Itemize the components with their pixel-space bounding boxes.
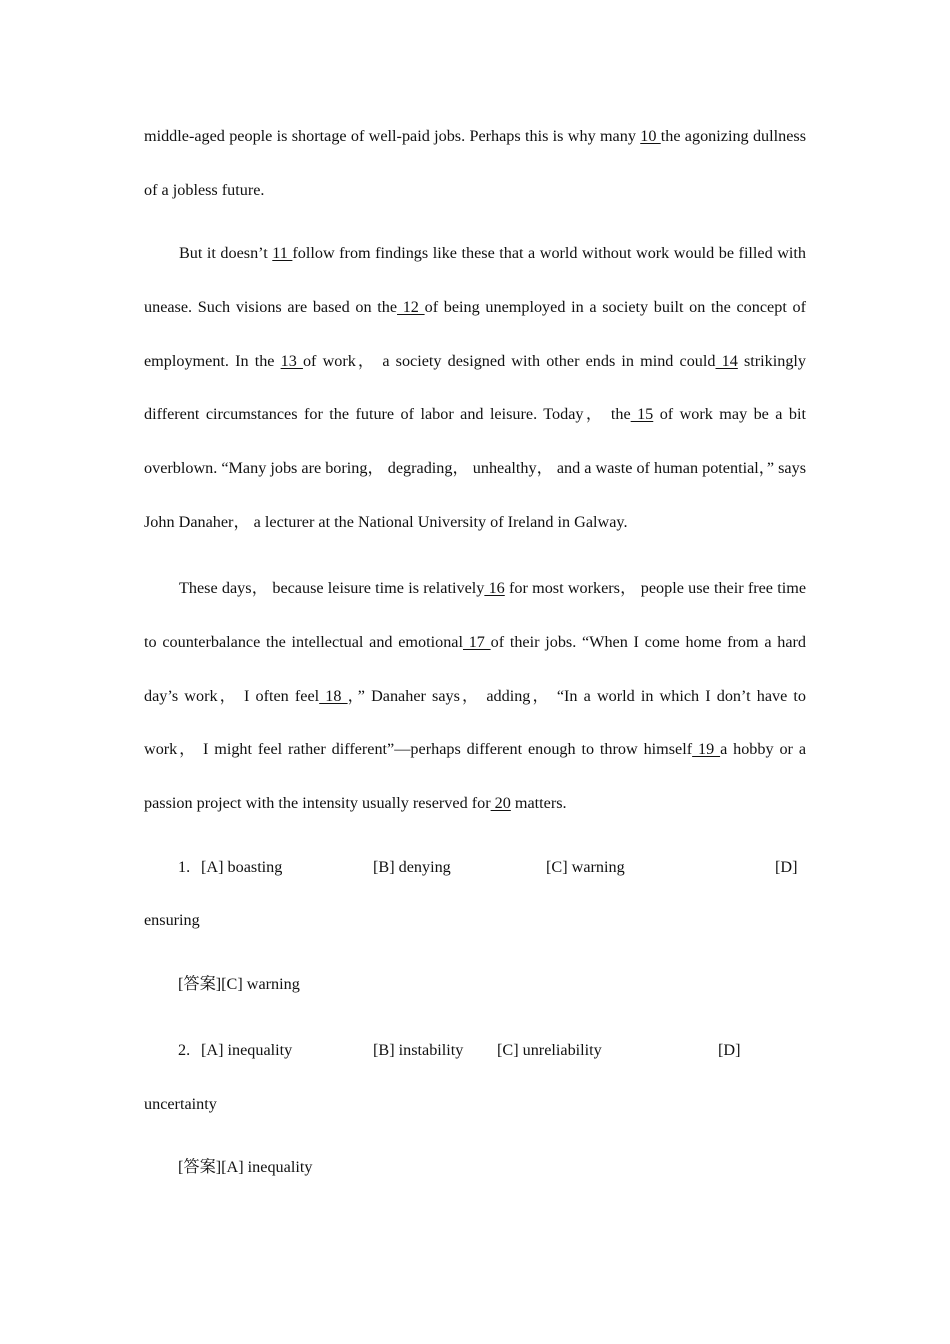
- passage-text: a hobby or a passion project with the intensity usually reserved for: [144, 740, 806, 813]
- blank-13: 13: [280, 351, 303, 370]
- blank-11: 11: [272, 244, 293, 262]
- blank-20: 20: [490, 794, 511, 813]
- blank-15: 15: [630, 405, 654, 424]
- passage-text: of work， a society designed with other ends in mind could: [302, 351, 716, 370]
- option-d-marker: [D]: [775, 858, 798, 876]
- passage-text: for most workers， people use their free time to counterbalance the intellectual and emotional: [144, 579, 806, 651]
- question-number: 2.: [178, 1041, 191, 1059]
- passage-text: of their jobs. “When I come home from a hard day’s work， I often feel: [144, 632, 806, 705]
- passage-text: strikingly different circumstances for the future of labor and leisure. Today， the: [144, 351, 807, 424]
- option-d-text: ensuring: [144, 911, 200, 929]
- question-2-options: [144, 1023, 806, 1077]
- passage-text: matters.: [510, 794, 567, 813]
- blank-17: 17: [462, 632, 491, 651]
- passage-text: of work may be a bit overblown. “Many jobs are boring， degrading， unhealthy， and a waste of human potential，” says John Danaher， a lecturer at the National University of Ireland in Galway.: [144, 405, 806, 531]
- blank-10: 10: [640, 127, 661, 145]
- option-b: [B] instability: [373, 1041, 464, 1059]
- option-a: [A] boasting: [201, 858, 283, 876]
- answer-line: [答案][C] warning: [178, 975, 300, 993]
- option-c: [C] warning: [546, 858, 625, 876]
- blank-12: 12: [397, 297, 425, 316]
- blank-18: 18: [319, 686, 348, 705]
- passage-paragraph-3: [144, 562, 806, 831]
- passage-text: the agonizing dullness of a jobless future.: [144, 127, 807, 199]
- passage-paragraph-2: [144, 227, 806, 550]
- passage-text: middle-aged people is shortage of well-paid jobs. Perhaps this is why many: [144, 127, 641, 145]
- passage-text: These days， because leisure time is relatively: [179, 579, 485, 597]
- answer-line: [答案][A] inequality: [178, 1158, 313, 1176]
- option-a: [A] inequality: [201, 1041, 293, 1059]
- blank-16: 16: [484, 579, 505, 597]
- question-1-options: [144, 840, 806, 894]
- passage-paragraph-1: [144, 110, 806, 218]
- option-b: [B] denying: [373, 858, 451, 876]
- passage-text: ，” Danaher says， adding， “In a world in which I don’t have to work， I might feel rather different”—perhaps different enough to throw himself: [144, 686, 807, 759]
- passage-text: follow from findings like these that a world without work would be filled with unease. Such visions are based on the: [144, 244, 806, 316]
- option-c: [C] unreliability: [497, 1041, 602, 1059]
- question-number: 1.: [178, 858, 191, 876]
- passage-text: But it doesn’t: [179, 244, 273, 262]
- option-d-marker: [D]: [718, 1041, 741, 1059]
- blank-14: 14: [715, 351, 738, 370]
- passage-text: of being unemployed in a society built on the concept of employment. In the: [144, 297, 806, 370]
- option-d-text: uncertainty: [144, 1095, 217, 1113]
- blank-19: 19: [692, 740, 721, 759]
